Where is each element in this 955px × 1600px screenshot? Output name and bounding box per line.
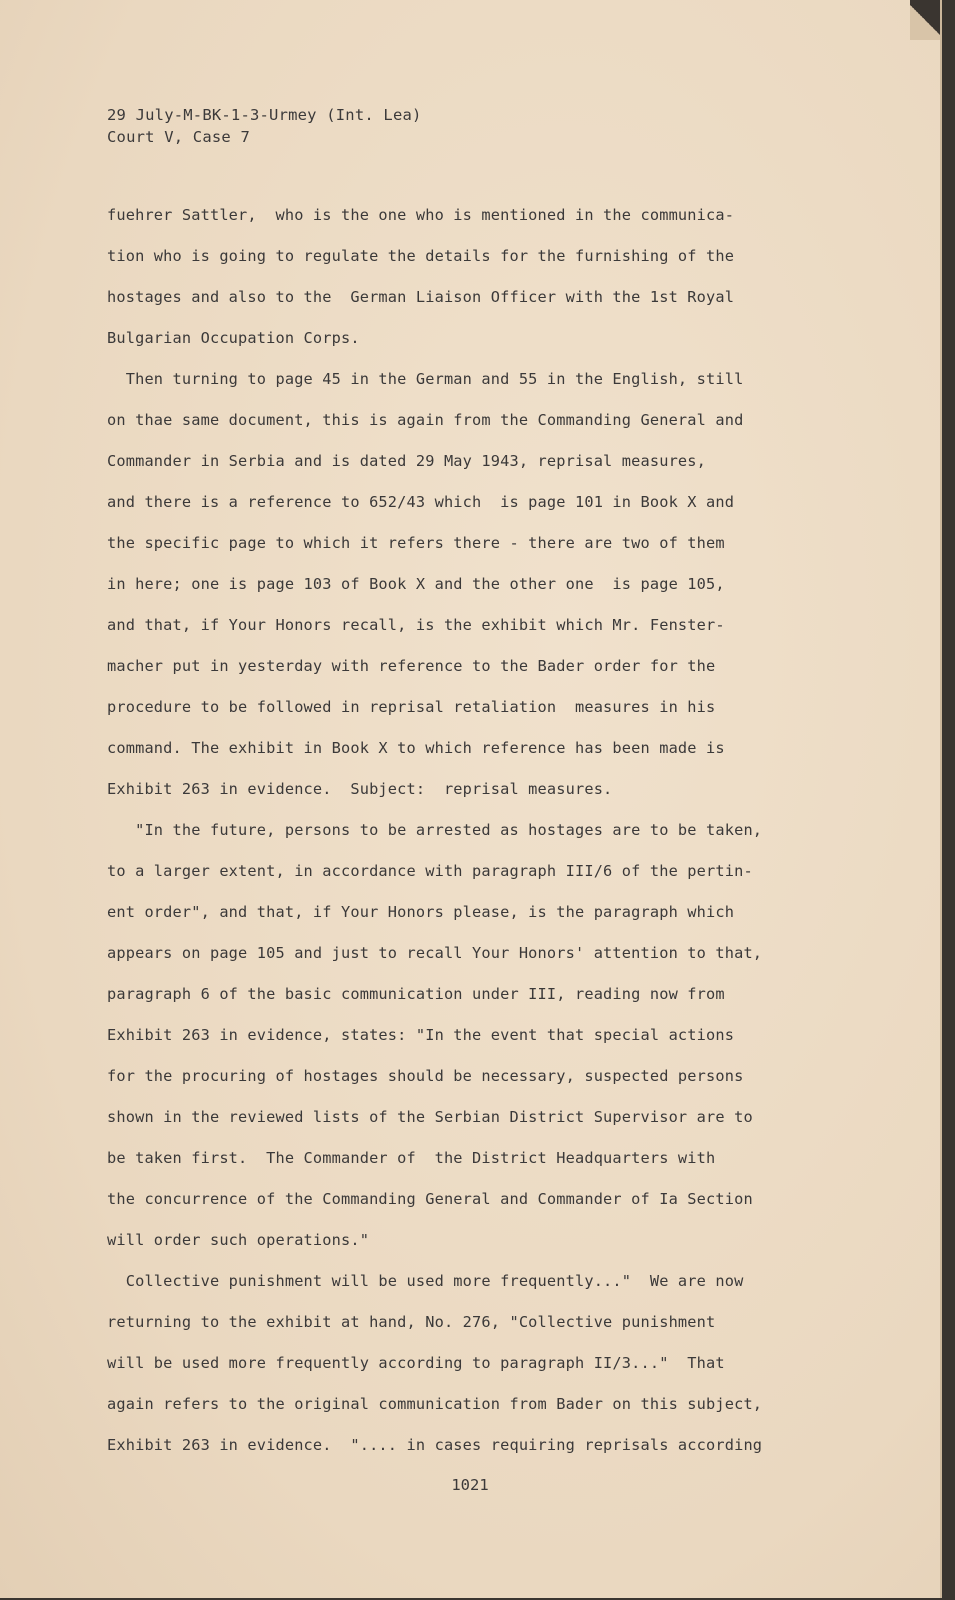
text-line: the specific page to which it refers there - there are two of them [107,534,725,552]
page-number: 1021 [451,1476,489,1494]
text-line: Commander in Serbia and is dated 29 May 1943, reprisal measures, [107,452,707,470]
text-line: ent order", and that, if Your Honors please, is the paragraph which [107,903,735,921]
text-line: will be used more frequently according to paragraph II/3..." That [107,1354,725,1372]
header-reference-line: 29 July-M-BK-1-3-Urmey (Int. Lea) [107,106,422,124]
document-header [107,104,422,148]
text-line: Bulgarian Occupation Corps. [107,329,360,347]
text-line: the concurrence of the Commanding General and Commander of Ia Section [107,1190,753,1208]
text-line: again refers to the original communication from Bader on this subject, [107,1395,763,1413]
text-line: fuehrer Sattler, who is the one who is mentioned in the communica- [107,206,735,224]
text-line: for the procuring of hostages should be necessary, suspected persons [107,1067,744,1085]
text-line: appears on page 105 and just to recall Your Honors' attention to that, [107,944,763,962]
text-line: macher put in yesterday with reference to the Bader order for the [107,657,716,675]
text-line: command. The exhibit in Book X to which reference has been made is [107,739,725,757]
text-line: paragraph 6 of the basic communication under III, reading now from [107,985,725,1003]
text-line: to a larger extent, in accordance with paragraph III/6 of the pertin- [107,862,753,880]
text-line: and there is a reference to 652/43 which is page 101 in Book X and [107,493,735,511]
text-line: on thae same document, this is again from the Commanding General and [107,411,744,429]
text-line: returning to the exhibit at hand, No. 276, "Collective punishment [107,1313,716,1331]
text-line: Exhibit 263 in evidence. Subject: reprisal measures. [107,780,613,798]
text-line: tion who is going to regulate the details for the furnishing of the [107,247,735,265]
page-corner [910,0,940,40]
text-line: Exhibit 263 in evidence. ".... in cases requiring reprisals according [107,1436,763,1454]
header-court-line: Court V, Case 7 [107,128,250,146]
text-line: shown in the reviewed lists of the Serbian District Supervisor are to [107,1108,753,1126]
text-line: and that, if Your Honors recall, is the exhibit which Mr. Fenster- [107,616,725,634]
text-line: Exhibit 263 in evidence, states: "In the event that special actions [107,1026,735,1044]
text-line: be taken first. The Commander of the District Headquarters with [107,1149,716,1167]
transcript-body [107,202,847,1473]
text-line: Collective punishment will be used more frequently..." We are now [107,1272,744,1290]
text-line: hostages and also to the German Liaison Officer with the 1st Royal [107,288,735,306]
text-line: will order such operations." [107,1231,370,1249]
text-line: in here; one is page 103 of Book X and the other one is page 105, [107,575,725,593]
text-line: "In the future, persons to be arrested as hostages are to be taken, [107,821,763,839]
text-line: Then turning to page 45 in the German and 55 in the English, still [107,370,744,388]
text-line: procedure to be followed in reprisal retaliation measures in his [107,698,716,716]
